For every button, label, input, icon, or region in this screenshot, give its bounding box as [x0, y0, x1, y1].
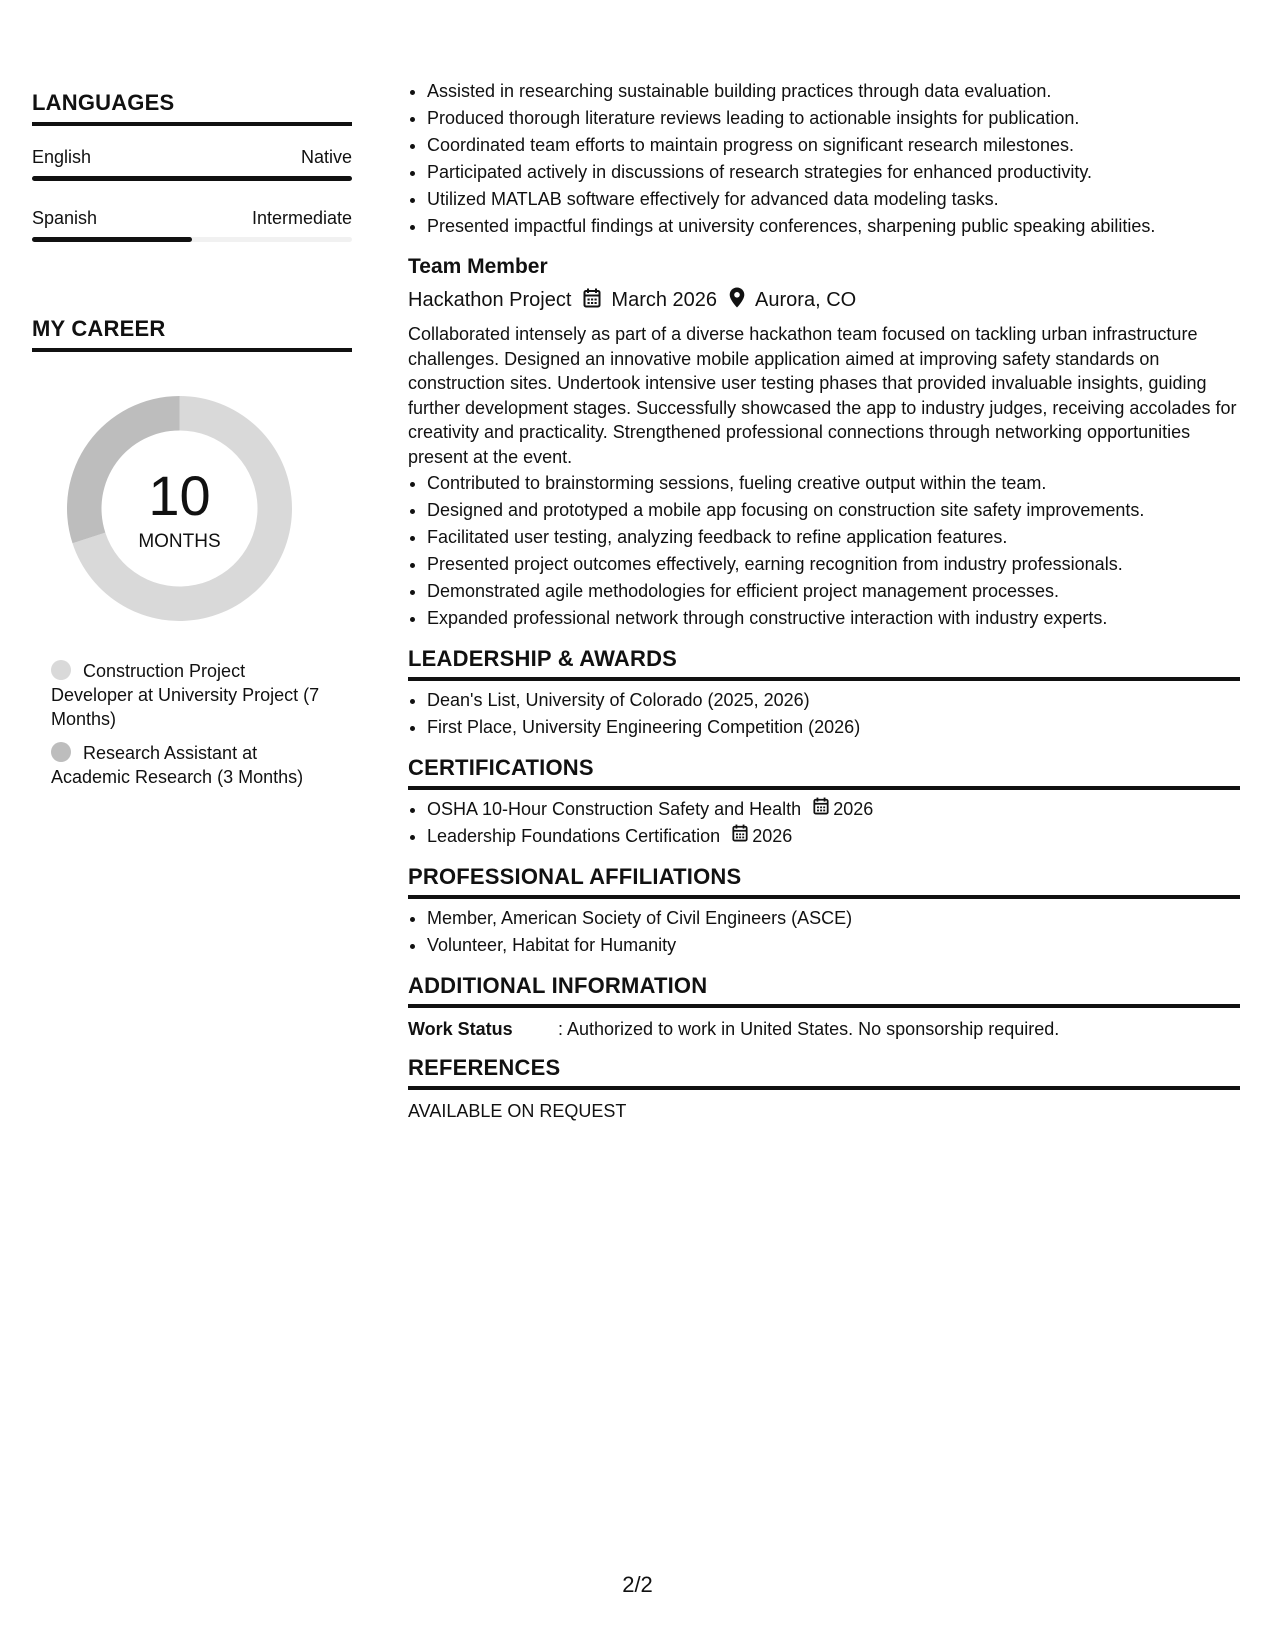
language-name: Spanish	[32, 208, 98, 228]
role-date: March 2026	[611, 288, 718, 311]
certification-name: Leadership Foundations Certification	[427, 825, 721, 846]
calendar-icon	[583, 288, 601, 312]
bullet-item: • Demonstrated agile methodologies for efficient project management processes.	[427, 578, 1240, 605]
certification-year: 2026	[752, 825, 793, 846]
certification-year: 2026	[833, 798, 874, 819]
section-rule	[32, 122, 352, 126]
right-column	[408, 78, 1240, 1123]
certifications-section	[408, 754, 1240, 850]
calendar-icon	[813, 796, 829, 823]
bullet-item: • Participated actively in discussions of research strategies for enhanced productivity.	[427, 159, 1240, 186]
experience-entry	[408, 256, 1240, 632]
section-rule	[32, 348, 352, 352]
bullet-item: • Coordinated team efforts to maintain progress on significant research milestones.	[427, 132, 1240, 159]
legend-swatch	[51, 660, 71, 680]
role-meta	[408, 287, 1240, 312]
leadership-title: LEADERSHIP & AWARDS	[408, 645, 678, 671]
page-number: 2/2	[622, 1572, 653, 1597]
bullet-item: • Presented impactful findings at university conferences, sharpening public speaking abilities.	[427, 213, 1240, 240]
organization-name: Hackathon Project	[408, 288, 572, 311]
experience-bullets	[408, 78, 1240, 240]
legend-item	[51, 659, 321, 731]
career-title: MY CAREER	[32, 316, 166, 341]
legend-label: Construction Project Developer at University Project (7 Months)	[51, 661, 320, 729]
section-rule	[408, 1086, 1240, 1090]
language-level: Intermediate	[251, 208, 352, 228]
additional-section	[408, 972, 1240, 1041]
languages-section	[32, 92, 352, 242]
legend-item	[51, 741, 321, 789]
references-title: REFERENCES	[408, 1054, 561, 1080]
legend-swatch	[51, 742, 71, 762]
language-proficiency-fill	[32, 176, 352, 181]
bullet-item: • Facilitated user testing, analyzing feedback to refine application features.	[427, 524, 1240, 551]
career-total-months: 10	[148, 464, 211, 527]
language-proficiency-bar	[32, 176, 352, 181]
language-proficiency-bar	[32, 237, 352, 242]
certification-item	[427, 796, 1240, 823]
legend-label: Research Assistant at Academic Research (3 Months)	[51, 743, 304, 787]
work-status-row	[408, 1017, 1240, 1041]
bullet-item: • Assisted in researching sustainable building practices through data evaluation.	[427, 78, 1240, 105]
section-rule	[408, 786, 1240, 790]
work-status-value: : Authorized to work in United States. No sponsorship required.	[558, 1018, 1060, 1039]
leadership-section	[408, 645, 1240, 741]
certifications-title: CERTIFICATIONS	[408, 754, 594, 780]
certifications-list	[408, 796, 1240, 850]
certification-name: OSHA 10-Hour Construction Safety and Health	[427, 798, 802, 819]
bullet-item: • Utilized MATLAB software effectively for advanced data modeling tasks.	[427, 186, 1240, 213]
left-column	[32, 92, 352, 799]
role-title: Team Member	[408, 255, 548, 278]
additional-title: ADDITIONAL INFORMATION	[408, 972, 708, 998]
role-location: Aurora, CO	[755, 288, 857, 311]
leadership-list	[408, 687, 1240, 741]
career-donut	[67, 396, 292, 621]
bullet-item: • Presented project outcomes effectively, earning recognition from industry professionals.	[427, 551, 1240, 578]
calendar-icon	[732, 823, 748, 850]
language-name: English	[32, 147, 92, 167]
bullet-item: • Expanded professional network through constructive interaction with industry experts.	[427, 605, 1240, 632]
affiliations-title: PROFESSIONAL AFFILIATIONS	[408, 863, 742, 889]
award-item: • First Place, University Engineering Competition (2026)	[427, 714, 1240, 741]
career-unit-label: MONTHS	[138, 531, 221, 552]
languages-title: LANGUAGES	[32, 90, 175, 115]
bullet-item: • Designed and prototyped a mobile app focusing on construction site safety improvements.	[427, 497, 1240, 524]
bullet-item: • Produced thorough literature reviews leading to actionable insights for publication.	[427, 105, 1240, 132]
section-rule	[408, 895, 1240, 899]
language-level: Native	[300, 147, 352, 167]
section-rule	[408, 1004, 1240, 1008]
affiliations-list	[408, 905, 1240, 959]
affiliation-item: • Member, American Society of Civil Engineers (ASCE)	[427, 905, 1240, 932]
references-section	[408, 1054, 1240, 1123]
location-pin-icon	[729, 287, 745, 312]
work-status-label: Work Status	[408, 1018, 513, 1039]
career-section	[32, 318, 352, 789]
affiliations-section	[408, 863, 1240, 959]
role-description: Collaborated intensely as part of a diverse hackathon team focused on tackling urban infrastructure challenges. Designed an innovative mobile application aimed at improving safety standards on construction sites. Undertook intensive user testing phases that provided invaluable insights, guiding further development stages. Successfully showcased the app to industry judges, receiving accolades for creativity and practicality. Strengthened professional connections through networking opportunities present at the event.	[408, 324, 1237, 467]
award-item: • Dean's List, University of Colorado (2025, 2026)	[427, 687, 1240, 714]
section-rule	[408, 677, 1240, 681]
language-item	[32, 209, 352, 242]
language-proficiency-fill	[32, 237, 192, 242]
career-legend	[51, 659, 321, 789]
certification-item	[427, 823, 1240, 850]
affiliation-item: • Volunteer, Habitat for Humanity	[427, 932, 1240, 959]
language-item	[32, 148, 352, 181]
references-text: AVAILABLE ON REQUEST	[408, 1100, 627, 1121]
bullet-item: • Contributed to brainstorming sessions, fueling creative output within the team.	[427, 470, 1240, 497]
role-bullets	[408, 470, 1240, 632]
